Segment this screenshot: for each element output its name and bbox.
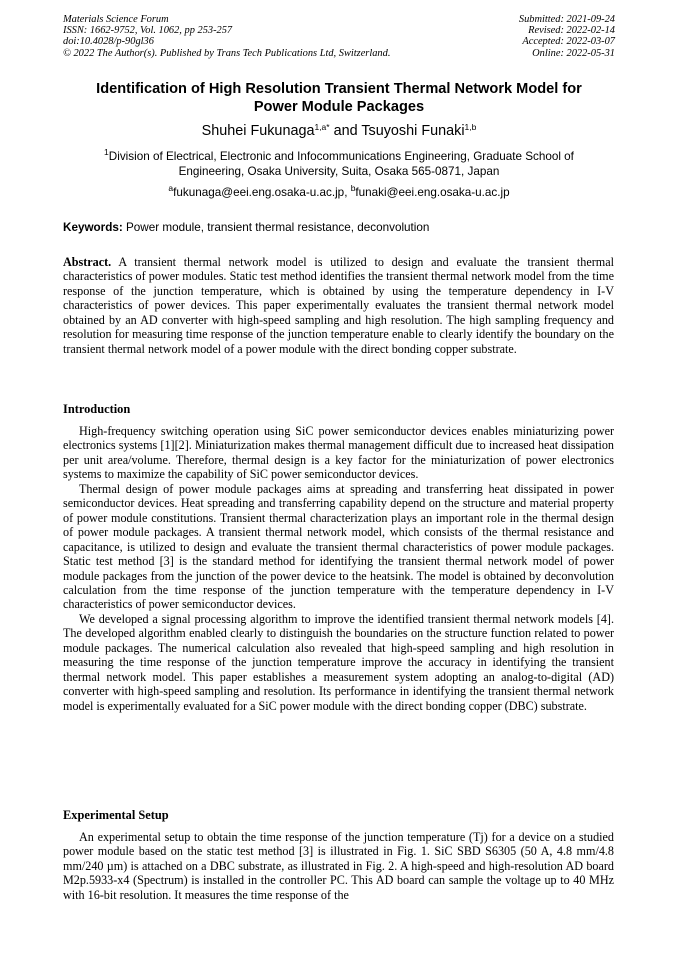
title-line-2: Power Module Packages (253, 98, 425, 115)
keywords-label: Keywords: (63, 221, 123, 234)
revised-date: Revised: 2022-02-14 (528, 25, 615, 37)
paper-title (63, 81, 615, 116)
accepted-date: Accepted: 2022-03-07 (522, 36, 615, 48)
author-1: Shuhei Fukunaga (201, 123, 315, 139)
author-conjunction: and (329, 123, 362, 139)
email-b-mark: b (350, 183, 356, 193)
author-emails (63, 183, 615, 200)
affiliation-mark: 1 (104, 147, 109, 157)
introduction-section (63, 402, 614, 713)
introduction-paragraph: High-frequency switching operation using SiC power semiconductor devices enables miniaturizing power electronics systems [1][2]. Miniaturization makes thermal management difficult due to increased heat dissipation per unit area/volume. Therefore, thermal design is a key factor for the miniaturization of power electronics systems to maximize the capability of SiC power semiconductor devices. (63, 424, 614, 482)
email-a[interactable]: fukunaga@eei.eng.osaka-u.ac.jp (173, 186, 345, 199)
journal-name: Materials Science Forum (63, 14, 169, 25)
author-1-affiliation-mark: 1,a* (314, 122, 330, 132)
experimental-setup-section (63, 808, 614, 902)
abstract-text: A transient thermal network model is utilized to design and evaluate the transient thermal characteristics of power modules. Static test method identifies the transient thermal network model from the time response of the junction temperature, which is obtained by using the temperature dependency in I-V characteristics of power devices. This paper experimentally evaluates the transient thermal network model obtained by an AD converter with high-speed sampling and high resolution. The high sampling frequency and resolution for measuring time response of the junction temperature enable to clearly identify the boundary on the transient thermal network model of a power module with the direct bonding copper substrate. (63, 255, 614, 356)
author-list (63, 122, 615, 140)
email-separator: , (344, 186, 351, 199)
abstract-label: Abstract. (63, 255, 112, 269)
keywords (63, 221, 615, 235)
journal-header (63, 14, 390, 59)
author-2: Tsuyoshi Funaki (361, 123, 465, 139)
title-line-1: Identification of High Resolution Transient Thermal Network Model for (96, 81, 582, 97)
affiliation (63, 147, 615, 179)
issn-line: ISSN: 1662-9752, Vol. 1062, pp 253-257 (63, 25, 233, 37)
introduction-paragraph: Thermal design of power module packages aims at spreading and transferring heat dissipated in power semiconductor devices. Heat spreading and transferring capability depend on the structure and material property of power module constitutions. Transient thermal characterization plays an important role in the thermal design of power module packages. A transient thermal network model, which consists of the thermal resistance and capacitance, is utilized to design and evaluate the transient thermal characteristics of power module packages. Static test method [3] is the standard method for identifying the transient thermal network model of power module packages from the junction of the power device to the heatsink. The model is obtained by deconvolution calculation from the time response of the junction temperature with the temperature dependency in I-V characteristics of power semiconductor devices. (63, 481, 614, 612)
dates-header (519, 14, 615, 59)
copyright-line: © 2022 The Author(s). Published by Trans Tech Publications Ltd, Switzerland. (63, 47, 391, 59)
author-2-affiliation-mark: 1,b (464, 122, 477, 132)
introduction-paragraph: We developed a signal processing algorithm to improve the identified transient thermal network models [4]. The developed algorithm enabled clearly to distinguish the boundaries on the structure function related to power module packages. The numerical calculation also revealed that high-speed sampling and high resolution in measuring the time response of the junction temperature improve the accuracy in identifying the transient thermal network model. This paper establishes a measurement system adopting an analog-to-digital (AD) converter with high-speed sampling and resolution. Its performance in identifying the transient thermal network model is experimentally evaluated for a SiC power module with the direct bonding copper (DBC) substrate. (63, 611, 614, 713)
online-date: Online: 2022-05-31 (532, 47, 615, 59)
email-b[interactable]: funaki@eei.eng.osaka-u.ac.jp (355, 186, 510, 199)
abstract (63, 255, 614, 356)
introduction-heading: Introduction (63, 402, 131, 416)
submitted-date: Submitted: 2021-09-24 (518, 14, 615, 25)
affiliation-line-1: Division of Electrical, Electronic and Infocommunications Engineering, Graduate School of (108, 150, 574, 163)
email-a-mark: a (168, 183, 174, 193)
experimental-setup-heading: Experimental Setup (63, 808, 169, 822)
affiliation-line-2: Engineering, Osaka University, Suita, Osaka 565-0871, Japan (178, 164, 500, 178)
keywords-text: Power module, transient thermal resistance, deconvolution (122, 221, 430, 234)
doi-line[interactable]: doi:10.4028/p-90gl36 (63, 36, 154, 48)
experimental-setup-paragraph: An experimental setup to obtain the time response of the junction temperature (Tj) for a device on a studied power module based on the static test method [3] is illustrated in Fig. 1. SiC SBD S6305 (50 A, 4.8 mm/4.8 mm/240 µm) is attached on a DBC substrate, as illustrated in Fig. 2. A high-speed and high-resolution AD board M2p.5933-x4 (Spectrum) is installed in the controller PC. This AD board can sample the voltage up to 40 MHz with 16-bit resolution. It measures the time response of the (63, 830, 614, 902)
